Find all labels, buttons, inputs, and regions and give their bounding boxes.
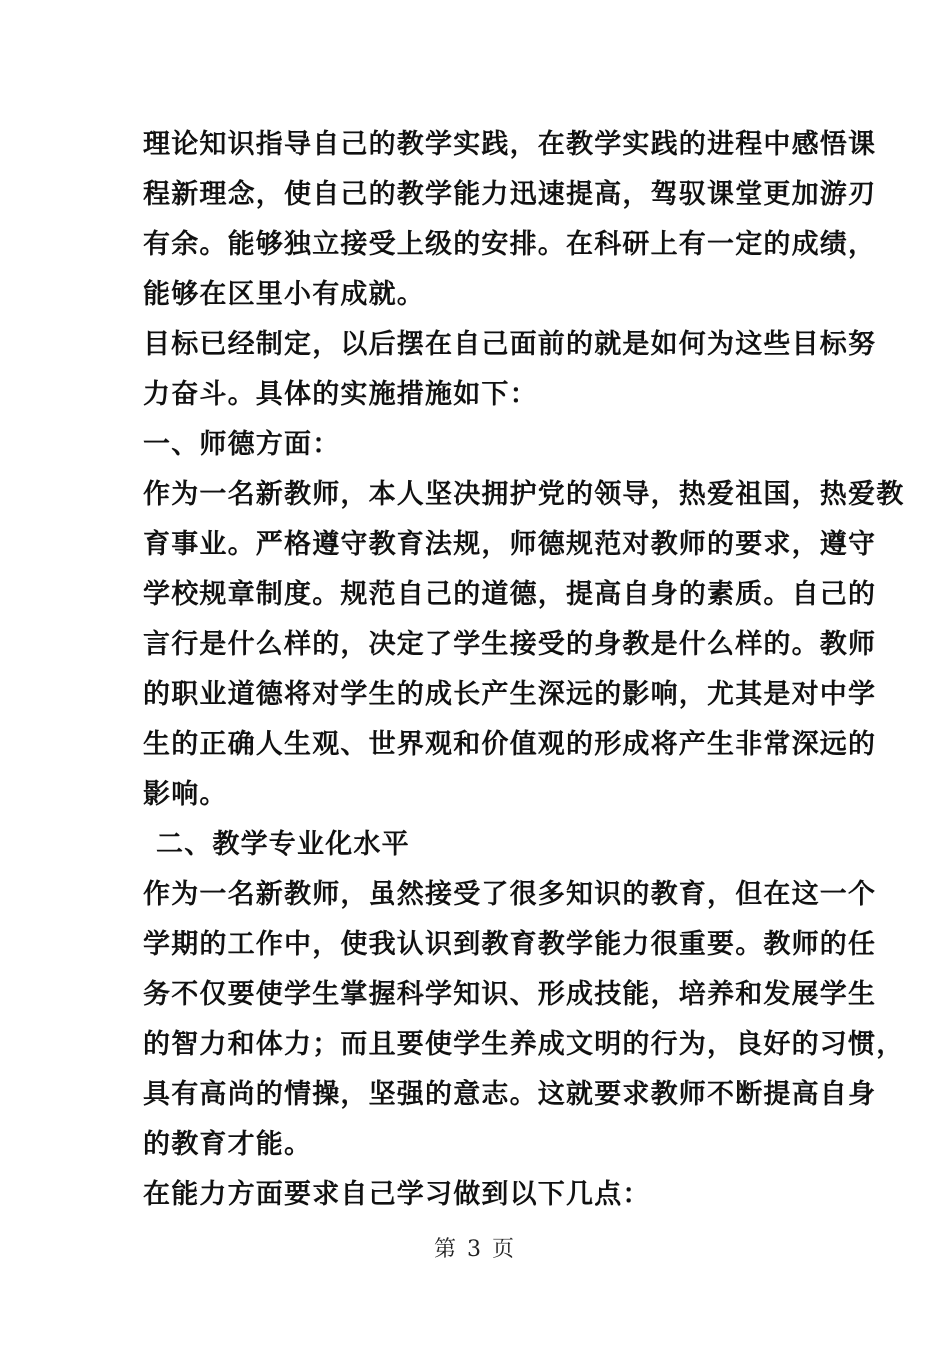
- section-heading-ethics: 一、师德方面：: [143, 429, 341, 460]
- text-line: 具有高尚的情操，坚强的意志。这就要求教师不断提高自身: [143, 1079, 877, 1110]
- section-heading-teaching: 二、教学专业化水平: [156, 829, 410, 860]
- page-number: 第 3 页: [434, 1237, 516, 1262]
- text-line: 力奋斗。具体的实施措施如下：: [143, 379, 538, 410]
- text-line: 理论知识指导自己的教学实践，在教学实践的进程中感悟课: [143, 129, 877, 160]
- text-line: 在能力方面要求自己学习做到以下几点：: [143, 1179, 651, 1210]
- text-line: 能够在区里小有成就。: [143, 279, 425, 310]
- text-line: 学期的工作中，使我认识到教育教学能力很重要。教师的任: [143, 929, 877, 960]
- text-line: 的职业道德将对学生的成长产生深远的影响，尤其是对中学: [143, 679, 877, 710]
- text-line: 作为一名新教师，本人坚决拥护党的领导，热爱祖国，热爱教: [143, 479, 905, 510]
- text-line: 的智力和体力；而且要使学生养成文明的行为，良好的习惯，: [143, 1029, 905, 1060]
- text-line: 有余。能够独立接受上级的安排。在科研上有一定的成绩，: [143, 229, 877, 260]
- text-line: 言行是什么样的，决定了学生接受的身教是什么样的。教师: [143, 629, 877, 660]
- text-line: 的教育才能。: [143, 1129, 313, 1160]
- body-text: [143, 120, 905, 1220]
- text-line: 目标已经制定，以后摆在自己面前的就是如何为这些目标努: [143, 329, 877, 360]
- text-line: 程新理念，使自己的教学能力迅速提高，驾驭课堂更加游刃: [143, 179, 877, 210]
- text-line: 影响。: [143, 779, 228, 810]
- text-line: 育事业。严格遵守教育法规，师德规范对教师的要求，遵守: [143, 529, 877, 560]
- text-line: 务不仅要使学生掌握科学知识、形成技能，培养和发展学生: [143, 979, 877, 1010]
- text-line: 学校规章制度。规范自己的道德，提高自身的素质。自己的: [143, 579, 877, 610]
- text-line: 作为一名新教师，虽然接受了很多知识的教育，但在这一个: [143, 879, 877, 910]
- text-line: 生的正确人生观、世界观和价值观的形成将产生非常深远的: [143, 729, 877, 760]
